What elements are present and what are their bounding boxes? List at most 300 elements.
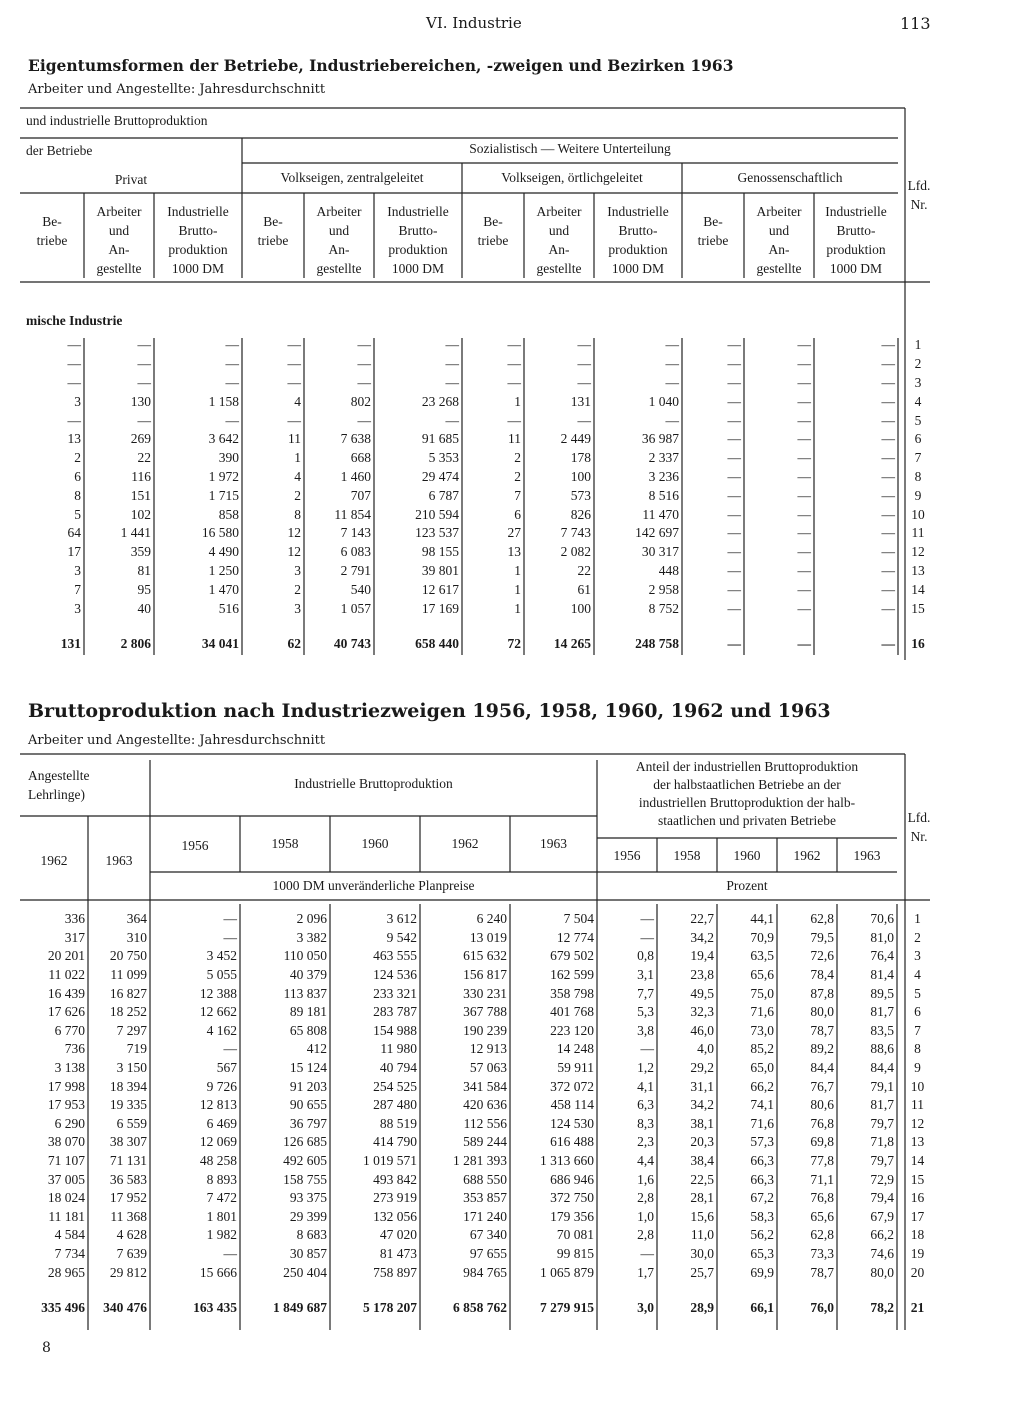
t1-cell: — bbox=[797, 431, 811, 447]
t2-lfd-cell: 12 bbox=[910, 1115, 925, 1131]
t2-cell: 7 734 bbox=[54, 1245, 85, 1261]
t2-cell: 81,4 bbox=[870, 967, 894, 983]
t2-cell: 4,4 bbox=[637, 1153, 654, 1169]
t2-cell: 11,0 bbox=[690, 1227, 714, 1243]
t2-cell: 1 019 571 bbox=[363, 1153, 417, 1169]
t1-cell: — bbox=[727, 581, 741, 597]
t1-cell: 151 bbox=[130, 487, 151, 503]
table1-body bbox=[20, 336, 938, 654]
t1-cell: 7 638 bbox=[340, 431, 371, 447]
t1-col-brutto: Industrielle Brutto- produktion 1000 DM bbox=[825, 204, 887, 276]
t2-cell: 12 813 bbox=[199, 1097, 237, 1113]
t1-col-brutto: Industrielle Brutto- produktion 1000 DM bbox=[387, 204, 449, 276]
t1-cell: — bbox=[445, 412, 459, 428]
t2-row bbox=[20, 1170, 938, 1189]
t2-cell: 76,0 bbox=[810, 1300, 834, 1316]
t1-col-betriebe: Be- triebe bbox=[697, 214, 729, 248]
t2-cell: 76,8 bbox=[810, 1190, 834, 1206]
t2-cell: 458 114 bbox=[550, 1097, 594, 1113]
t1-cell: 2 958 bbox=[648, 581, 679, 597]
t1-row bbox=[20, 468, 938, 487]
t1-cell: 131 bbox=[570, 393, 591, 409]
t2-cell: 74,6 bbox=[870, 1245, 894, 1261]
t2-cell: 11 181 bbox=[48, 1208, 85, 1224]
t1-cell: — bbox=[881, 468, 895, 484]
t2-cell: 616 488 bbox=[550, 1134, 594, 1150]
t1-cell: 17 169 bbox=[421, 600, 459, 616]
t2-cell: 7 297 bbox=[116, 1022, 147, 1038]
t2-cell: 72,6 bbox=[810, 948, 834, 964]
t1-cell: — bbox=[137, 337, 151, 353]
t1-cell: — bbox=[727, 562, 741, 578]
t2-row bbox=[20, 1022, 938, 1041]
t2-cell: 8 893 bbox=[206, 1171, 237, 1187]
t1-cell: 30 317 bbox=[641, 544, 679, 560]
t1-cell: 6 bbox=[74, 468, 81, 484]
t1-cell: 516 bbox=[218, 600, 239, 616]
t2-cell: 14 248 bbox=[556, 1041, 594, 1057]
t2-cell: 20 750 bbox=[109, 948, 147, 964]
t2-cell: 254 525 bbox=[373, 1078, 417, 1094]
t1-cell: 16 580 bbox=[201, 525, 239, 541]
t2-cell: 70,9 bbox=[750, 929, 774, 945]
t2-cell: 336 bbox=[64, 911, 85, 927]
t2-cell: 3 612 bbox=[386, 911, 417, 927]
t1-cell: 100 bbox=[570, 600, 591, 616]
t2-spacer-row bbox=[20, 1282, 938, 1299]
t1-lfd-cell: 4 bbox=[914, 393, 922, 409]
t1-cell: 91 685 bbox=[421, 431, 459, 447]
t1-cell: 2 bbox=[294, 487, 301, 503]
t1-head-left: und industrielle Bruttoproduktion bbox=[26, 113, 208, 128]
t1-cell: 1 bbox=[514, 581, 521, 597]
t2-head-brutto: Industrielle Bruttoproduktion bbox=[294, 776, 453, 791]
t1-cell: 123 537 bbox=[415, 525, 459, 541]
t2-cell: 1,2 bbox=[637, 1060, 654, 1076]
t1-cell: 2 bbox=[514, 468, 521, 484]
t2-cell: 34,2 bbox=[690, 1097, 714, 1113]
t2-cell: 62,8 bbox=[810, 911, 834, 927]
t2-lfd-cell: 21 bbox=[910, 1300, 925, 1316]
t1-cell: — bbox=[881, 487, 895, 503]
t2-cell: 341 584 bbox=[463, 1078, 507, 1094]
t1-col-betriebe: Be- triebe bbox=[257, 214, 289, 248]
t1-row bbox=[20, 392, 938, 411]
t2-cell: 56,2 bbox=[750, 1227, 774, 1243]
t1-cell: — bbox=[727, 431, 741, 447]
t1-cell: 22 bbox=[137, 450, 151, 466]
t2-cell: 273 919 bbox=[373, 1190, 417, 1206]
t2-cell: — bbox=[223, 1245, 237, 1261]
t2-cell: 67 340 bbox=[469, 1227, 507, 1243]
t2-row bbox=[20, 1226, 938, 1245]
t2-cell: 15,6 bbox=[690, 1208, 714, 1224]
t1-head-lfd: Lfd. Nr. bbox=[907, 178, 931, 212]
t2-cell: 89,5 bbox=[870, 985, 894, 1001]
t2-cell: 156 817 bbox=[463, 967, 507, 983]
t2-cell: 36 583 bbox=[109, 1171, 147, 1187]
t1-lfd-cell: 2 bbox=[914, 356, 922, 372]
t2-cell: 233 321 bbox=[373, 985, 417, 1001]
t2-cell: 57,3 bbox=[750, 1134, 774, 1150]
t1-cell: — bbox=[665, 412, 679, 428]
t1-cell: — bbox=[225, 337, 239, 353]
t2-cell: 335 496 bbox=[41, 1300, 85, 1316]
t2-cell: 310 bbox=[126, 929, 147, 945]
t1-col-betriebe: Be- triebe bbox=[36, 214, 68, 248]
t1-cell: — bbox=[881, 506, 895, 522]
t2-cell: — bbox=[640, 1245, 654, 1261]
t2-head-anteil: Anteil der industriellen Bruttoproduktion der halbstaatlichen Betriebe an der industriellen Bruttoproduktion der halb- staatlichen und privaten Betriebe bbox=[635, 759, 859, 828]
t2-cell: 4 162 bbox=[206, 1022, 237, 1038]
t2-cell: 11 022 bbox=[48, 967, 85, 983]
t1-cell: — bbox=[357, 356, 371, 372]
t2-cell: 70,6 bbox=[870, 911, 894, 927]
t2-cell: 19,4 bbox=[690, 948, 714, 964]
t2-cell: 18 024 bbox=[47, 1190, 85, 1206]
t2-year-anteil-1958: 1958 bbox=[673, 848, 701, 863]
t2-lfd-cell: 1 bbox=[914, 911, 921, 927]
t2-cell: 158 755 bbox=[283, 1171, 327, 1187]
t2-cell: 85,2 bbox=[750, 1041, 774, 1057]
t1-group-zentral: Volkseigen, zentralgeleitet bbox=[280, 170, 424, 185]
t1-lfd-cell: 6 bbox=[914, 431, 922, 447]
t1-cell: — bbox=[881, 450, 895, 466]
t2-cell: 2,8 bbox=[637, 1227, 654, 1243]
t1-group-oertlich: Volkseigen, örtlichgeleitet bbox=[501, 170, 643, 185]
t1-lfd-cell: 13 bbox=[911, 562, 925, 578]
table2-title: Bruttoproduktion nach Industriezweigen 1956, 1958, 1960, 1962 und 1963 bbox=[28, 700, 831, 722]
t1-row bbox=[20, 449, 938, 468]
t1-cell: 390 bbox=[218, 450, 239, 466]
t2-cell: 66,1 bbox=[750, 1300, 774, 1316]
t2-cell: 78,4 bbox=[810, 967, 834, 983]
t2-row bbox=[20, 1263, 938, 1282]
t2-cell: 3,0 bbox=[637, 1300, 654, 1316]
t1-cell: — bbox=[577, 337, 591, 353]
t2-cell: 81,0 bbox=[870, 929, 894, 945]
t2-row bbox=[20, 910, 938, 929]
t2-row bbox=[20, 966, 938, 985]
t2-cell: 97 655 bbox=[469, 1245, 507, 1261]
t1-cell: 248 758 bbox=[635, 636, 679, 652]
table2-body bbox=[20, 910, 938, 1317]
t1-cell: 95 bbox=[137, 581, 151, 597]
t2-lfd-cell: 18 bbox=[910, 1227, 925, 1243]
t2-cell: 6 290 bbox=[54, 1115, 85, 1131]
t2-cell: 20 201 bbox=[47, 948, 85, 964]
t2-lfd-cell: 7 bbox=[914, 1022, 921, 1038]
t2-cell: 28,9 bbox=[690, 1300, 714, 1316]
t2-cell: 81,7 bbox=[870, 1097, 894, 1113]
t1-cell: 707 bbox=[350, 487, 371, 503]
t2-cell: 7,7 bbox=[637, 985, 654, 1001]
t1-row bbox=[20, 599, 938, 618]
t2-lfd-cell: 8 bbox=[914, 1041, 921, 1057]
t1-cell: 5 bbox=[74, 506, 81, 522]
t1-cell: — bbox=[881, 337, 895, 353]
t2-cell: 5 178 207 bbox=[363, 1300, 417, 1316]
t2-year-brutto-1960: 1960 bbox=[361, 836, 389, 851]
t2-cell: 90 655 bbox=[289, 1097, 327, 1113]
t2-lfd-cell: 5 bbox=[914, 985, 921, 1001]
t2-cell: 71,8 bbox=[870, 1134, 894, 1150]
t2-cell: 4,1 bbox=[637, 1078, 654, 1094]
t2-cell: 2 096 bbox=[296, 911, 327, 927]
t2-cell: 59 911 bbox=[557, 1060, 594, 1076]
t2-cell: 8,3 bbox=[637, 1115, 654, 1131]
t1-cell: — bbox=[67, 412, 81, 428]
t2-cell: 283 787 bbox=[373, 1004, 417, 1020]
footer-mark: 8 bbox=[42, 1340, 51, 1356]
t2-cell: 162 599 bbox=[550, 967, 594, 983]
t2-row bbox=[20, 1208, 938, 1227]
t2-cell: 81 473 bbox=[379, 1245, 417, 1261]
t2-row bbox=[20, 929, 938, 948]
t1-cell: 3 bbox=[294, 562, 301, 578]
t1-cell: 1 040 bbox=[648, 393, 679, 409]
t2-cell: 340 476 bbox=[103, 1300, 147, 1316]
t1-cell: — bbox=[881, 600, 895, 616]
t2-cell: 1 065 879 bbox=[540, 1264, 594, 1280]
t2-cell: 2,8 bbox=[637, 1190, 654, 1206]
t1-cell: 27 bbox=[507, 525, 521, 541]
t2-unit-anteil: Prozent bbox=[726, 878, 768, 893]
t1-cell: 2 791 bbox=[340, 562, 371, 578]
t2-cell: 4,0 bbox=[697, 1041, 714, 1057]
t1-cell: 2 337 bbox=[648, 450, 679, 466]
t2-cell: 412 bbox=[306, 1041, 327, 1057]
t1-cell: 1 715 bbox=[208, 487, 239, 503]
t1-cell: — bbox=[797, 525, 811, 541]
t1-cell: 8 bbox=[74, 487, 81, 503]
t2-row bbox=[20, 1115, 938, 1134]
t2-cell: 9 726 bbox=[206, 1078, 237, 1094]
t2-cell: 492 605 bbox=[283, 1153, 327, 1169]
t1-cell: 1 bbox=[294, 450, 301, 466]
t2-cell: 287 480 bbox=[373, 1097, 417, 1113]
t1-group-privat: Privat bbox=[114, 172, 148, 187]
t1-cell: — bbox=[445, 337, 459, 353]
t1-cell: 11 470 bbox=[642, 506, 679, 522]
t2-cell: 615 632 bbox=[463, 948, 507, 964]
t2-cell: 2,3 bbox=[637, 1134, 654, 1150]
t2-cell: 4 628 bbox=[116, 1227, 147, 1243]
t2-cell: 65,0 bbox=[750, 1060, 774, 1076]
t1-cell: 8 752 bbox=[648, 600, 679, 616]
t2-row bbox=[20, 1003, 938, 1022]
t1-cell: — bbox=[797, 544, 811, 560]
t2-cell: 353 857 bbox=[463, 1190, 507, 1206]
t1-cell: — bbox=[797, 450, 811, 466]
t2-cell: 1 849 687 bbox=[273, 1300, 327, 1316]
t1-cell: 100 bbox=[570, 468, 591, 484]
t1-row bbox=[20, 505, 938, 524]
t2-row bbox=[20, 947, 938, 966]
t2-cell: 688 550 bbox=[463, 1171, 507, 1187]
t1-cell: — bbox=[797, 600, 811, 616]
t1-cell: — bbox=[797, 337, 811, 353]
t2-cell: 3 452 bbox=[206, 948, 237, 964]
t1-col-arbeiter: Arbeiter und An- gestellte bbox=[316, 204, 362, 276]
t1-cell: — bbox=[797, 468, 811, 484]
t2-cell: 75,0 bbox=[750, 985, 774, 1001]
t1-cell: — bbox=[727, 356, 741, 372]
t2-cell: 372 750 bbox=[550, 1190, 594, 1206]
t1-group-genossen: Genossenschaftlich bbox=[737, 170, 843, 185]
t2-cell: 113 837 bbox=[283, 985, 327, 1001]
t1-cell: — bbox=[445, 356, 459, 372]
t1-cell: — bbox=[507, 412, 521, 428]
t2-cell: 22,7 bbox=[690, 911, 714, 927]
t1-cell: — bbox=[727, 468, 741, 484]
t2-cell: 124 536 bbox=[373, 967, 417, 983]
t1-cell: — bbox=[225, 374, 239, 390]
t2-cell: 38 307 bbox=[109, 1134, 147, 1150]
t2-cell: 69,8 bbox=[810, 1134, 834, 1150]
t2-cell: 70 081 bbox=[556, 1227, 594, 1243]
t1-cell: 64 bbox=[67, 525, 81, 541]
t1-cell: — bbox=[881, 412, 895, 428]
t1-cell: 14 265 bbox=[553, 636, 591, 652]
t2-year-anteil-1962: 1962 bbox=[793, 848, 821, 863]
t2-cell: 401 768 bbox=[550, 1004, 594, 1020]
t2-lfd-cell: 4 bbox=[914, 967, 921, 983]
t1-cell: 3 bbox=[74, 393, 81, 409]
t1-cell: 858 bbox=[218, 506, 239, 522]
t1-cell: 802 bbox=[350, 393, 371, 409]
t2-cell: 30,0 bbox=[690, 1245, 714, 1261]
t1-cell: 6 787 bbox=[428, 487, 459, 503]
t2-cell: 364 bbox=[126, 911, 147, 927]
t2-cell: 29 399 bbox=[289, 1208, 327, 1224]
t2-year-brutto-1962: 1962 bbox=[451, 836, 479, 851]
t2-cell: 79,7 bbox=[870, 1115, 894, 1131]
t1-cell: — bbox=[727, 412, 741, 428]
t2-cell: — bbox=[640, 911, 654, 927]
t1-cell: 7 bbox=[514, 487, 521, 503]
t2-row bbox=[20, 1096, 938, 1115]
t2-cell: 250 404 bbox=[283, 1264, 327, 1280]
t1-cell: 102 bbox=[130, 506, 151, 522]
t1-lfd-cell: 3 bbox=[914, 374, 922, 390]
t2-cell: 0,8 bbox=[637, 948, 654, 964]
t2-unit-brutto: 1000 DM unveränderliche Planpreise bbox=[272, 878, 475, 893]
t1-cell: — bbox=[881, 393, 895, 409]
t1-lfd-cell: 8 bbox=[914, 468, 922, 484]
t2-cell: 40 794 bbox=[379, 1060, 417, 1076]
t1-cell: — bbox=[881, 525, 895, 541]
t1-cell: — bbox=[797, 356, 811, 372]
t2-row bbox=[20, 1077, 938, 1096]
t2-lfd-cell: 17 bbox=[910, 1208, 925, 1224]
t2-lfd-cell: 3 bbox=[914, 948, 921, 964]
t1-cell: — bbox=[67, 356, 81, 372]
t1-cell: 4 bbox=[294, 393, 301, 409]
t2-cell: 79,1 bbox=[870, 1078, 894, 1094]
t1-lfd-cell: 14 bbox=[911, 581, 925, 597]
t1-cell: — bbox=[797, 581, 811, 597]
t1-cell: — bbox=[665, 356, 679, 372]
t1-cell: — bbox=[507, 356, 521, 372]
t1-cell: 29 474 bbox=[421, 468, 459, 484]
t2-cell: 6,3 bbox=[637, 1097, 654, 1113]
t1-lfd-cell: 12 bbox=[911, 544, 925, 560]
t2-cell: 330 231 bbox=[463, 985, 507, 1001]
t1-cell: 7 143 bbox=[340, 525, 371, 541]
t1-cell: — bbox=[727, 636, 741, 652]
t1-col-arbeiter: Arbeiter und An- gestellte bbox=[756, 204, 802, 276]
t1-row bbox=[20, 336, 938, 355]
t1-cell: 6 083 bbox=[340, 544, 371, 560]
t1-cell: 210 594 bbox=[415, 506, 459, 522]
t2-cell: 171 240 bbox=[463, 1208, 507, 1224]
t2-cell: 81,7 bbox=[870, 1004, 894, 1020]
t1-cell: 61 bbox=[577, 581, 591, 597]
t1-cell: — bbox=[727, 374, 741, 390]
t1-cell: 6 bbox=[514, 506, 521, 522]
t2-cell: 71 131 bbox=[109, 1153, 147, 1169]
t2-cell: 65,3 bbox=[750, 1245, 774, 1261]
t1-cell: — bbox=[797, 393, 811, 409]
t2-lfd-cell: 16 bbox=[910, 1190, 925, 1206]
t2-lfd-cell: 14 bbox=[910, 1153, 925, 1169]
t1-cell: — bbox=[797, 412, 811, 428]
t2-cell: 73,0 bbox=[750, 1022, 774, 1038]
t1-cell: 22 bbox=[577, 562, 591, 578]
t2-cell: 179 356 bbox=[550, 1208, 594, 1224]
t2-cell: 17 626 bbox=[47, 1004, 85, 1020]
t2-row bbox=[20, 984, 938, 1003]
t2-cell: 7 504 bbox=[563, 911, 594, 927]
t2-cell: 12 069 bbox=[199, 1134, 237, 1150]
t1-cell: 11 bbox=[288, 431, 301, 447]
t1-cell: 8 516 bbox=[648, 487, 679, 503]
t1-cell: — bbox=[881, 544, 895, 560]
t1-cell: — bbox=[225, 412, 239, 428]
t2-row bbox=[20, 1189, 938, 1208]
running-header: VI. Industrie bbox=[426, 14, 522, 32]
t1-cell: — bbox=[287, 356, 301, 372]
t1-row bbox=[20, 580, 938, 599]
t1-col-arbeiter: Arbeiter und An- gestellte bbox=[536, 204, 582, 276]
t1-cell: — bbox=[507, 374, 521, 390]
t2-cell: 78,2 bbox=[870, 1300, 894, 1316]
t1-cell: — bbox=[507, 337, 521, 353]
t1-cell: — bbox=[797, 487, 811, 503]
t2-cell: 7 472 bbox=[206, 1190, 237, 1206]
t2-row bbox=[20, 1152, 938, 1171]
t1-cell: — bbox=[727, 544, 741, 560]
t1-cell: 17 bbox=[67, 544, 81, 560]
t1-col-brutto: Industrielle Brutto- produktion 1000 DM bbox=[607, 204, 669, 276]
t2-cell: 736 bbox=[64, 1041, 85, 1057]
t2-cell: 22,5 bbox=[690, 1171, 714, 1187]
t1-cell: 4 490 bbox=[208, 544, 239, 560]
t2-cell: 6 770 bbox=[54, 1022, 85, 1038]
t1-cell: — bbox=[287, 337, 301, 353]
t1-col-brutto: Industrielle Brutto- produktion 1000 DM bbox=[167, 204, 229, 276]
t1-cell: 2 bbox=[514, 450, 521, 466]
t2-cell: 132 056 bbox=[373, 1208, 417, 1224]
t1-cell: — bbox=[137, 374, 151, 390]
t2-cell: 84,4 bbox=[870, 1060, 894, 1076]
t1-cell: 573 bbox=[570, 487, 591, 503]
t1-cell: — bbox=[797, 636, 811, 652]
t2-cell: 76,4 bbox=[870, 948, 894, 964]
t1-cell: — bbox=[445, 374, 459, 390]
t2-cell: 78,7 bbox=[810, 1022, 834, 1038]
